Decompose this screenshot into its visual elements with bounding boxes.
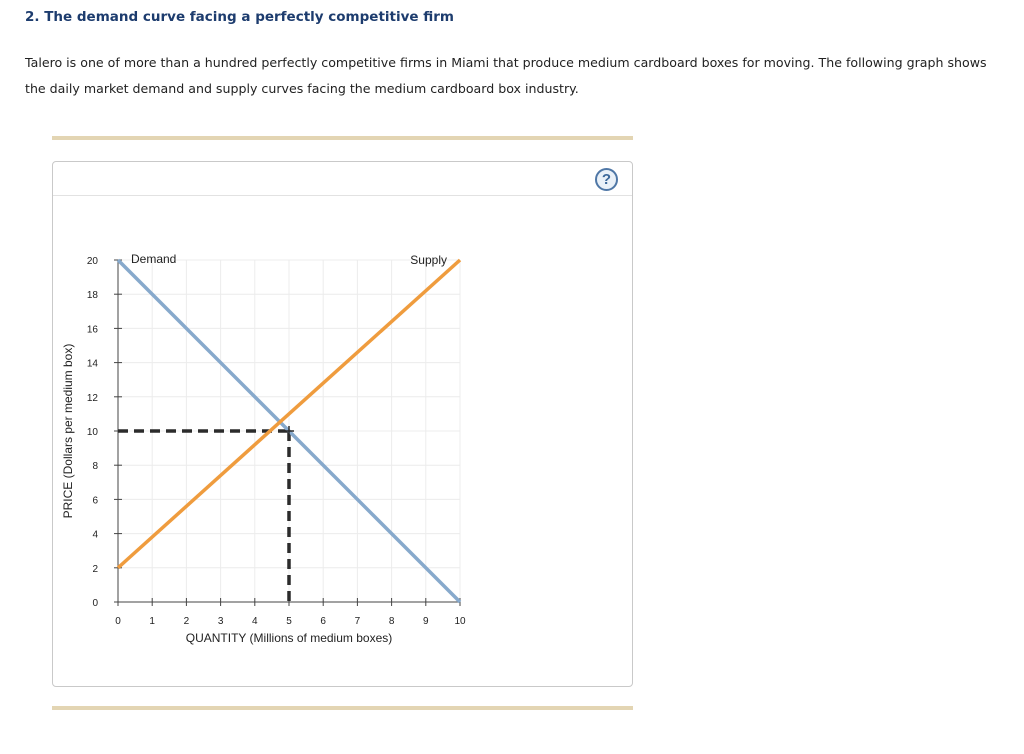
- y-tick-label-16: 16: [86, 324, 98, 336]
- y-tick-label-2: 2: [92, 563, 98, 575]
- x-tick-label-3: 3: [217, 616, 224, 627]
- x-tick-label-10: 10: [454, 616, 466, 627]
- x-tick-label-8: 8: [388, 616, 395, 627]
- y-tick-label-0: 0: [92, 598, 98, 609]
- x-tick-label-0: 0: [115, 616, 121, 627]
- help-question-icon[interactable]: ?: [595, 168, 618, 191]
- top-divider: [52, 136, 633, 140]
- x-axis-label: QUANTITY (Millions of medium boxes): [185, 631, 393, 645]
- supply-demand-chart: [53, 162, 632, 686]
- x-tick-label-7: 7: [354, 616, 361, 627]
- x-tick-label-9: 9: [423, 616, 429, 627]
- x-tick-label-4: 4: [252, 616, 258, 627]
- y-axis-label: PRICE (Dollars per medium box): [61, 343, 75, 519]
- supply-curve-label: Supply: [410, 253, 447, 267]
- question-text: Talero is one of more than a hundred perfectly competitive firms in Miami that produce medium cardboard boxes for moving. The following graph shows the daily market demand and supply curves facing the medium cardboard box industry.: [25, 55, 987, 96]
- y-tick-label-12: 12: [86, 392, 98, 404]
- y-tick-label-8: 8: [92, 461, 98, 473]
- graph-panel: [52, 161, 633, 687]
- y-tick-label-14: 14: [86, 358, 98, 370]
- demand-curve-label: Demand: [131, 252, 177, 266]
- y-tick-label-4: 4: [92, 529, 98, 541]
- y-tick-label-6: 6: [92, 495, 98, 507]
- y-tick-label-10: 10: [86, 427, 98, 438]
- x-tick-label-2: 2: [183, 616, 190, 627]
- x-tick-label-5: 5: [286, 616, 292, 627]
- x-tick-label-1: 1: [149, 616, 155, 627]
- bottom-divider: [52, 706, 633, 710]
- y-tick-label-20: 20: [86, 256, 98, 267]
- y-tick-label-18: 18: [86, 290, 98, 302]
- x-tick-label-6: 6: [320, 616, 326, 627]
- question-title: 2. The demand curve facing a perfectly competitive firm: [25, 9, 454, 25]
